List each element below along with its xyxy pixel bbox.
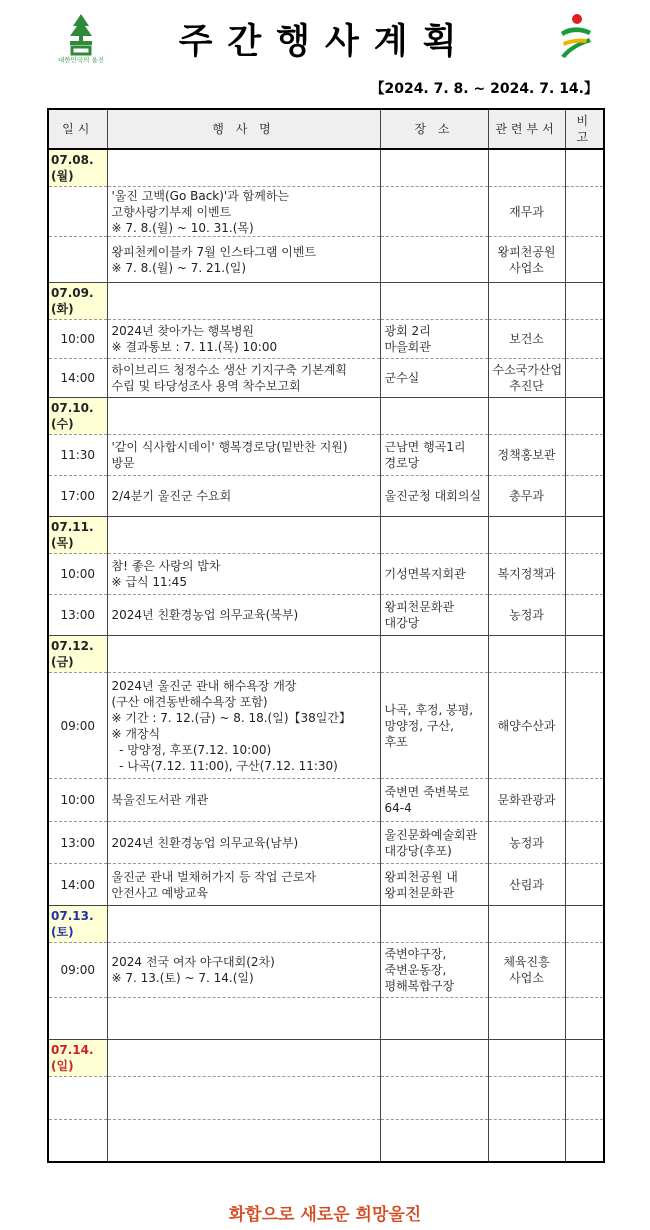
day-date: 07.11.(목) [48, 517, 107, 554]
event-row [48, 359, 604, 398]
event-name-line: 2024년 찾아가는 행복병원 [111, 324, 254, 338]
event-place-line: 죽변운동장, [384, 963, 447, 977]
event-name-line: 2024년 울진군 관내 해수욕장 개장 [111, 678, 297, 693]
event-time: 09:00 [48, 943, 107, 998]
event-dept-line: 농정과 [509, 608, 544, 622]
event-note [565, 943, 604, 998]
event-name-line: 2024년 친환경농업 의무교육(북부) [111, 608, 299, 622]
event-time: 10:00 [48, 320, 107, 359]
event-row [48, 435, 604, 476]
event-dept-line: 수소국가산업 [492, 363, 563, 377]
event-name [107, 822, 380, 864]
event-row [48, 673, 604, 779]
event-time [48, 1077, 107, 1120]
event-place [380, 943, 488, 998]
day-date: 07.14.(일) [48, 1040, 107, 1077]
day-note-cell [565, 149, 604, 187]
event-time [48, 187, 107, 237]
header-date: 일시 [48, 109, 107, 149]
event-row [48, 476, 604, 517]
event-dept-line: 산림과 [509, 877, 544, 892]
day-note-cell [565, 906, 604, 943]
event-name-line: 고향사랑기부제 이벤트 [111, 204, 232, 219]
day-place-cell [380, 636, 488, 673]
event-row [48, 864, 604, 906]
event-dept-line: 재무과 [509, 204, 544, 219]
event-name [107, 359, 380, 398]
event-name [107, 943, 380, 998]
event-note [565, 476, 604, 517]
event-dept [488, 187, 565, 237]
day-place-cell [380, 149, 488, 187]
event-name [107, 1077, 380, 1120]
event-place [380, 673, 488, 779]
event-dept [488, 998, 565, 1040]
event-name [107, 187, 380, 237]
event-place-line: 군수실 [384, 371, 420, 385]
event-place-line: 마을회관 [384, 340, 431, 354]
event-dept-line: 복지정책과 [497, 567, 556, 581]
page-title: 주간행사계획 [178, 22, 472, 62]
event-dept [488, 673, 565, 779]
event-time [48, 998, 107, 1040]
event-name-line: '울진 고백(Go Back)'과 함께하는 [111, 188, 290, 203]
event-dept-line: 왕피천공원 [497, 244, 556, 259]
event-place-line: 근남면 행곡1리 [384, 440, 466, 454]
day-date: 07.09.(화) [48, 283, 107, 320]
event-name-line: ※ 7. 8.(월) ~ 10. 31.(목) [111, 220, 254, 235]
event-note [565, 359, 604, 398]
event-note [565, 435, 604, 476]
event-time [48, 1120, 107, 1162]
event-time: 14:00 [48, 864, 107, 906]
day-dept-cell [488, 1040, 565, 1077]
event-note [565, 320, 604, 359]
event-note [565, 595, 604, 636]
event-dept [488, 435, 565, 476]
day-place-cell [380, 283, 488, 320]
day-event-cell [107, 636, 380, 673]
event-name-line: 수립 및 타당성조사 용역 착수보고회 [111, 379, 301, 393]
day-header-row [48, 636, 604, 673]
event-place-line: 나곡, 후정, 봉평, [384, 702, 474, 717]
event-row [48, 187, 604, 237]
event-row [48, 943, 604, 998]
event-place [380, 595, 488, 636]
event-place [380, 187, 488, 237]
event-place-line: 64-4 [384, 801, 412, 815]
event-note [565, 998, 604, 1040]
event-note [565, 1120, 604, 1162]
event-place-line: 울진문화예술회관 [384, 827, 478, 842]
event-place [380, 779, 488, 822]
day-place-cell [380, 517, 488, 554]
event-name-line: 방문 [111, 456, 135, 470]
event-dept [488, 476, 565, 517]
event-row [48, 595, 604, 636]
event-dept-line: 체육진흥 [503, 955, 550, 969]
event-name-line: - 나곡(7.12. 11:00), 구산(7.12. 11:30) [111, 758, 338, 773]
event-note [565, 1077, 604, 1120]
day-note-cell [565, 636, 604, 673]
event-row [48, 1120, 604, 1162]
event-note [565, 554, 604, 595]
event-dept [488, 359, 565, 398]
header-event: 행 사 명 [107, 109, 380, 149]
event-place [380, 1077, 488, 1120]
event-place [380, 435, 488, 476]
event-name-line: 북울진도서관 개관 [111, 793, 209, 807]
event-dept [488, 237, 565, 283]
event-note [565, 237, 604, 283]
event-place-line: 왕피천문화관 [384, 600, 455, 614]
header-dept: 관련부서 [488, 109, 565, 149]
event-name-line: 2024년 친환경농업 의무교육(남부) [111, 835, 299, 850]
table-header-row [48, 109, 604, 149]
event-name-line: ※ 개장식 [111, 726, 161, 741]
event-place [380, 237, 488, 283]
event-row [48, 237, 604, 283]
event-name [107, 998, 380, 1040]
event-place [380, 822, 488, 864]
event-dept [488, 1120, 565, 1162]
event-name [107, 320, 380, 359]
event-name [107, 864, 380, 906]
event-row [48, 779, 604, 822]
header-note: 비고 [565, 109, 604, 149]
event-note [565, 779, 604, 822]
event-name-line: '같이 식사합시데이' 행복경로당(밑반찬 지원) [111, 440, 348, 454]
day-dept-cell [488, 283, 565, 320]
event-place-line: 후포 [384, 734, 408, 749]
event-name [107, 554, 380, 595]
schedule-period: 【2024. 7. 8. ~ 2024. 7. 14.】 [370, 81, 598, 97]
event-name [107, 779, 380, 822]
event-time: 10:00 [48, 554, 107, 595]
event-name-line: - 망양정, 후포(7.12. 10:00) [111, 742, 272, 757]
header-place: 장 소 [380, 109, 488, 149]
event-name-line: 왕피천케이블카 7월 인스타그램 이벤트 [111, 244, 317, 259]
event-name-line: ※ 7. 13.(토) ~ 7. 14.(일) [111, 971, 254, 985]
event-dept-line: 보건소 [509, 332, 544, 346]
event-place-line: 왕피천문화관 [384, 885, 455, 900]
event-name-line: 안전사고 예방교육 [111, 885, 209, 900]
day-note-cell [565, 1040, 604, 1077]
day-dept-cell [488, 906, 565, 943]
day-header-row [48, 906, 604, 943]
event-place [380, 359, 488, 398]
event-dept [488, 554, 565, 595]
event-name-line: 하이브리드 청정수소 생산 기지구축 기본계획 [111, 363, 348, 377]
event-row [48, 554, 604, 595]
event-place-line: 경로당 [384, 456, 420, 470]
event-row [48, 1077, 604, 1120]
event-row [48, 998, 604, 1040]
event-place-line: 대강당(후포) [384, 843, 452, 858]
event-time: 13:00 [48, 822, 107, 864]
event-place [380, 998, 488, 1040]
event-time: 14:00 [48, 359, 107, 398]
day-date: 07.08.(월) [48, 149, 107, 187]
event-dept-line: 사업소 [509, 260, 544, 275]
day-event-cell [107, 283, 380, 320]
event-time: 17:00 [48, 476, 107, 517]
day-date: 07.10.(수) [48, 398, 107, 435]
event-note [565, 822, 604, 864]
event-dept-line: 문화관광과 [497, 793, 556, 807]
day-event-cell [107, 517, 380, 554]
event-place [380, 320, 488, 359]
event-time: 13:00 [48, 595, 107, 636]
event-row [48, 320, 604, 359]
day-event-cell [107, 149, 380, 187]
event-dept-line: 농정과 [509, 835, 544, 850]
event-name [107, 595, 380, 636]
event-name-line: ※ 기간 : 7. 12.(금) ~ 8. 18.(일)【38일간】 [111, 710, 351, 725]
event-dept [488, 320, 565, 359]
event-name-line: ※ 결과통보 : 7. 11.(목) 10:00 [111, 340, 278, 354]
event-place [380, 554, 488, 595]
day-header-row [48, 398, 604, 435]
event-name [107, 435, 380, 476]
event-dept [488, 779, 565, 822]
day-dept-cell [488, 636, 565, 673]
day-header-row [48, 283, 604, 320]
event-dept [488, 595, 565, 636]
day-header-row [48, 1040, 604, 1077]
event-name-line: 2024 전국 여자 야구대회(2차) [111, 955, 275, 969]
event-place-line: 평해복합구장 [384, 979, 455, 993]
county-symbol-icon [555, 12, 595, 62]
event-time: 10:00 [48, 779, 107, 822]
day-header-row [48, 149, 604, 187]
day-event-cell [107, 398, 380, 435]
event-name [107, 237, 380, 283]
schedule-body [48, 149, 604, 1162]
day-place-cell [380, 398, 488, 435]
day-note-cell [565, 398, 604, 435]
event-name-line: ※ 7. 8.(월) ~ 7. 21.(일) [111, 260, 247, 275]
event-name-line: 2/4분기 울진군 수요회 [111, 489, 232, 503]
event-time: 11:30 [48, 435, 107, 476]
event-place-line: 망양정, 구산, [384, 718, 454, 733]
day-dept-cell [488, 517, 565, 554]
event-row [48, 822, 604, 864]
day-note-cell [565, 517, 604, 554]
event-dept [488, 822, 565, 864]
event-dept-line: 추진단 [509, 379, 544, 393]
event-place-line: 광회 2리 [384, 324, 431, 338]
day-dept-cell [488, 149, 565, 187]
event-name-line: 참! 좋은 사랑의 밥차 [111, 559, 221, 573]
event-name-line: ※ 급식 11:45 [111, 575, 187, 589]
event-time: 09:00 [48, 673, 107, 779]
day-place-cell [380, 906, 488, 943]
event-dept [488, 864, 565, 906]
day-dept-cell [488, 398, 565, 435]
day-event-cell [107, 1040, 380, 1077]
event-dept-line: 정책홍보관 [497, 448, 556, 462]
event-name [107, 673, 380, 779]
event-place-line: 죽변면 죽변북로 [384, 785, 470, 799]
weekly-schedule-table [47, 108, 605, 1163]
event-note [565, 673, 604, 779]
day-note-cell [565, 283, 604, 320]
event-place-line: 기성면복지회관 [384, 567, 466, 581]
event-place [380, 1120, 488, 1162]
event-dept-line: 사업소 [509, 971, 544, 985]
event-name [107, 1120, 380, 1162]
logo-left-caption: 대한민국의 울진 [57, 56, 105, 64]
event-name-line: (구산 애견동반해수욕장 포함) [111, 694, 268, 709]
event-place-line: 대강당 [384, 616, 420, 630]
event-name-line: 울진군 관내 벌채허가지 등 작업 근로자 [111, 869, 317, 884]
event-dept-line: 해양수산과 [497, 718, 556, 733]
event-dept-line: 총무과 [509, 489, 544, 503]
event-place [380, 476, 488, 517]
event-place [380, 864, 488, 906]
event-time [48, 237, 107, 283]
event-dept [488, 943, 565, 998]
day-header-row [48, 517, 604, 554]
event-dept [488, 1077, 565, 1120]
event-place-line: 죽변야구장, [384, 947, 447, 961]
day-date: 07.12.(금) [48, 636, 107, 673]
event-note [565, 864, 604, 906]
event-name [107, 476, 380, 517]
event-place-line: 울진군청 대회의실 [384, 489, 482, 503]
footer-slogan: 화합으로 새로운 희망울진 [228, 1205, 422, 1225]
day-date: 07.13.(토) [48, 906, 107, 943]
event-note [565, 187, 604, 237]
event-place-line: 왕피천공원 내 [384, 869, 458, 884]
day-event-cell [107, 906, 380, 943]
day-place-cell [380, 1040, 488, 1077]
